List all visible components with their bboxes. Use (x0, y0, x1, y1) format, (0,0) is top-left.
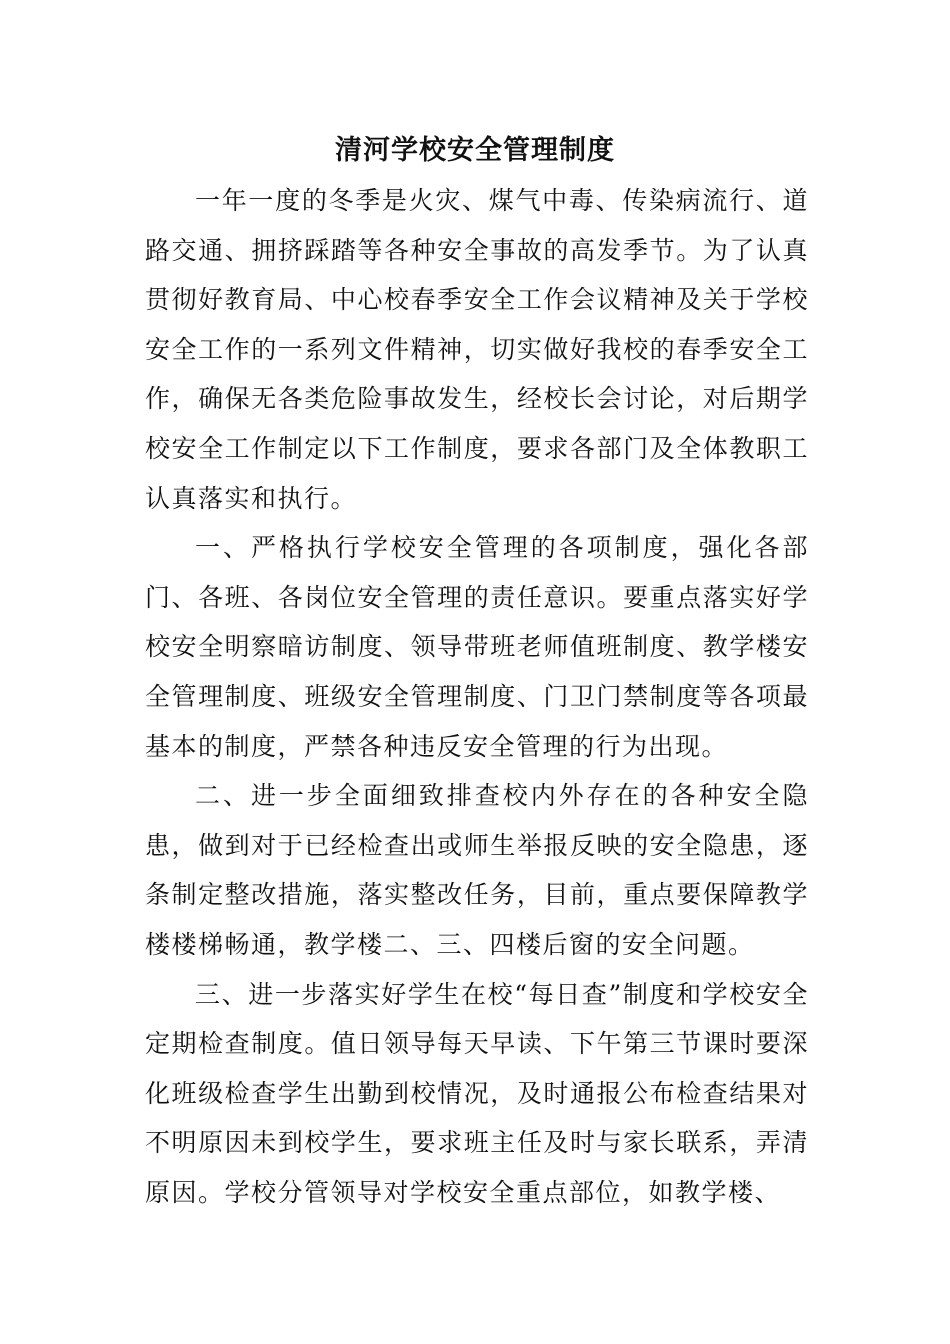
document-body (145, 176, 809, 1217)
document-title: 清河学校安全管理制度 (335, 135, 615, 166)
paragraph-intro: 一年一度的冬季是火灾、煤气中毒、传染病流行、道路交通、拥挤踩踏等各种安全事故的高发季节。为了认真贯彻好教育局、中心校春季安全工作会议精神及关于学校安全工作的一系列文件精神，切实做好我校的春季安全工作，确保无各类危险事故发生，经校长会讨论，对后期学校安全工作制定以下工作制度，要求各部门及全体教职工认真落实和执行。 (145, 186, 809, 513)
paragraph-item-2: 二、进一步全面细致排查校内外存在的各种安全隐患，做到对于已经检查出或师生举报反映的安全隐患，逐条制定整改措施，落实整改任务，目前，重点要保障教学楼楼梯畅通，教学楼二、三、四楼后窗的安全问题。 (145, 781, 809, 959)
paragraph-item-3: 三、进一步落实好学生在校“每日查”制度和学校安全定期检查制度。值日领导每天早读、下午第三节课时要深化班级检查学生出勤到校情况，及时通报公布检查结果对不明原因未到校学生，要求班主任及时与家长联系，弄清原因。学校分管领导对学校安全重点部位，如教学楼、 (145, 979, 809, 1207)
paragraph-item-1: 一、严格执行学校安全管理的各项制度，强化各部门、各班、各岗位安全管理的责任意识。要重点落实好学校安全明察暗访制度、领导带班老师值班制度、教学楼安全管理制度、班级安全管理制度、门卫门禁制度等各项最基本的制度，严禁各种违反安全管理的行为出现。 (145, 533, 809, 761)
